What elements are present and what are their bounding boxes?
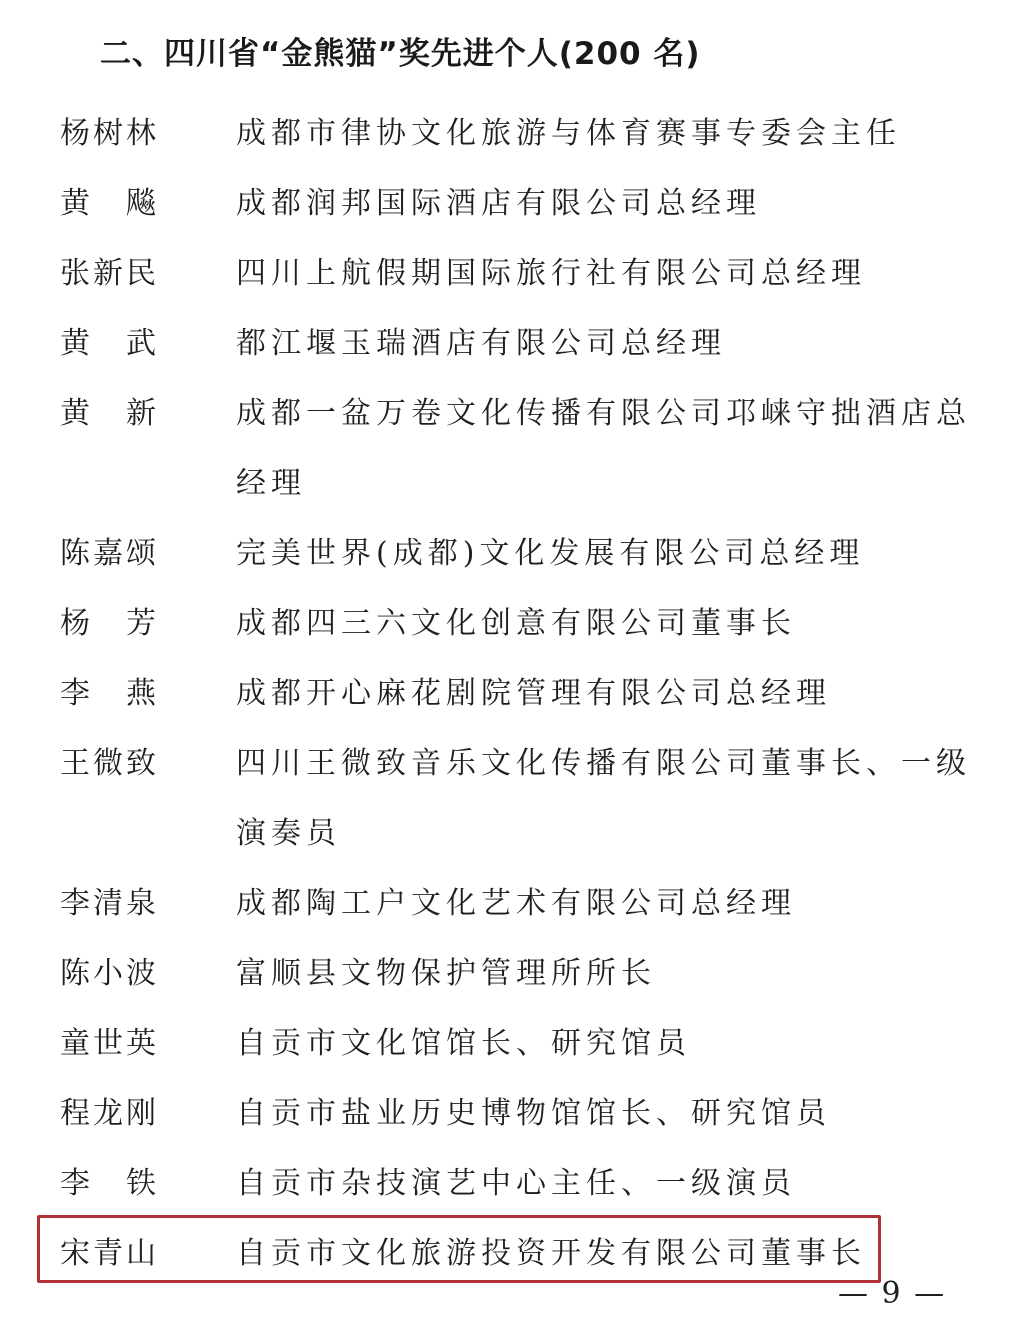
person-name: 黄 新 xyxy=(60,396,159,431)
person-name: 李 燕 xyxy=(60,676,159,711)
person-name: 陈嘉颂 xyxy=(60,536,159,571)
highlighted-person-name: 宋青山 xyxy=(60,1236,159,1271)
person-title: 完美世界(成都)文化发展有限公司总经理 xyxy=(236,536,865,571)
person-title: 成都开心麻花剧院管理有限公司总经理 xyxy=(236,676,831,711)
person-title: 四川王微致音乐文化传播有限公司董事长、一级 xyxy=(236,746,971,781)
person-name: 王微致 xyxy=(60,746,159,781)
person-title: 成都润邦国际酒店有限公司总经理 xyxy=(236,186,761,221)
person-name: 程龙刚 xyxy=(60,1096,159,1131)
person-title: 四川上航假期国际旅行社有限公司总经理 xyxy=(236,256,866,291)
person-title: 自贡市盐业历史博物馆馆长、研究馆员 xyxy=(236,1096,831,1131)
highlighted-person-title: 自贡市文化旅游投资开发有限公司董事长 xyxy=(236,1236,866,1271)
person-title: 成都四三六文化创意有限公司董事长 xyxy=(236,606,796,641)
page-number: — 9 — xyxy=(838,1276,947,1311)
person-name: 李清泉 xyxy=(60,886,159,921)
person-name: 黄 飚 xyxy=(60,186,159,221)
person-title: 自贡市杂技演艺中心主任、一级演员 xyxy=(236,1166,796,1201)
person-name: 杨树林 xyxy=(60,116,159,151)
person-name: 黄 武 xyxy=(60,326,159,361)
person-title: 成都一盆万卷文化传播有限公司邛崃守拙酒店总 xyxy=(236,396,971,431)
person-title: 成都市律协文化旅游与体育赛事专委会主任 xyxy=(236,116,901,151)
person-title: 都江堰玉瑞酒店有限公司总经理 xyxy=(236,326,726,361)
person-name: 李 铁 xyxy=(60,1166,159,1201)
section-title: 二、四川省“金熊猫”奖先进个人(200 名) xyxy=(100,36,701,72)
person-title: 富顺县文物保护管理所所长 xyxy=(236,956,656,991)
person-title: 成都陶工户文化艺术有限公司总经理 xyxy=(236,886,796,921)
person-name: 杨 芳 xyxy=(60,606,159,641)
person-title: 自贡市文化馆馆长、研究馆员 xyxy=(236,1026,691,1061)
person-title-continuation: 演奏员 xyxy=(236,816,341,851)
person-title-continuation: 经理 xyxy=(236,466,306,501)
person-name: 张新民 xyxy=(60,256,159,291)
person-name: 童世英 xyxy=(60,1026,159,1061)
person-name: 陈小波 xyxy=(60,956,159,991)
